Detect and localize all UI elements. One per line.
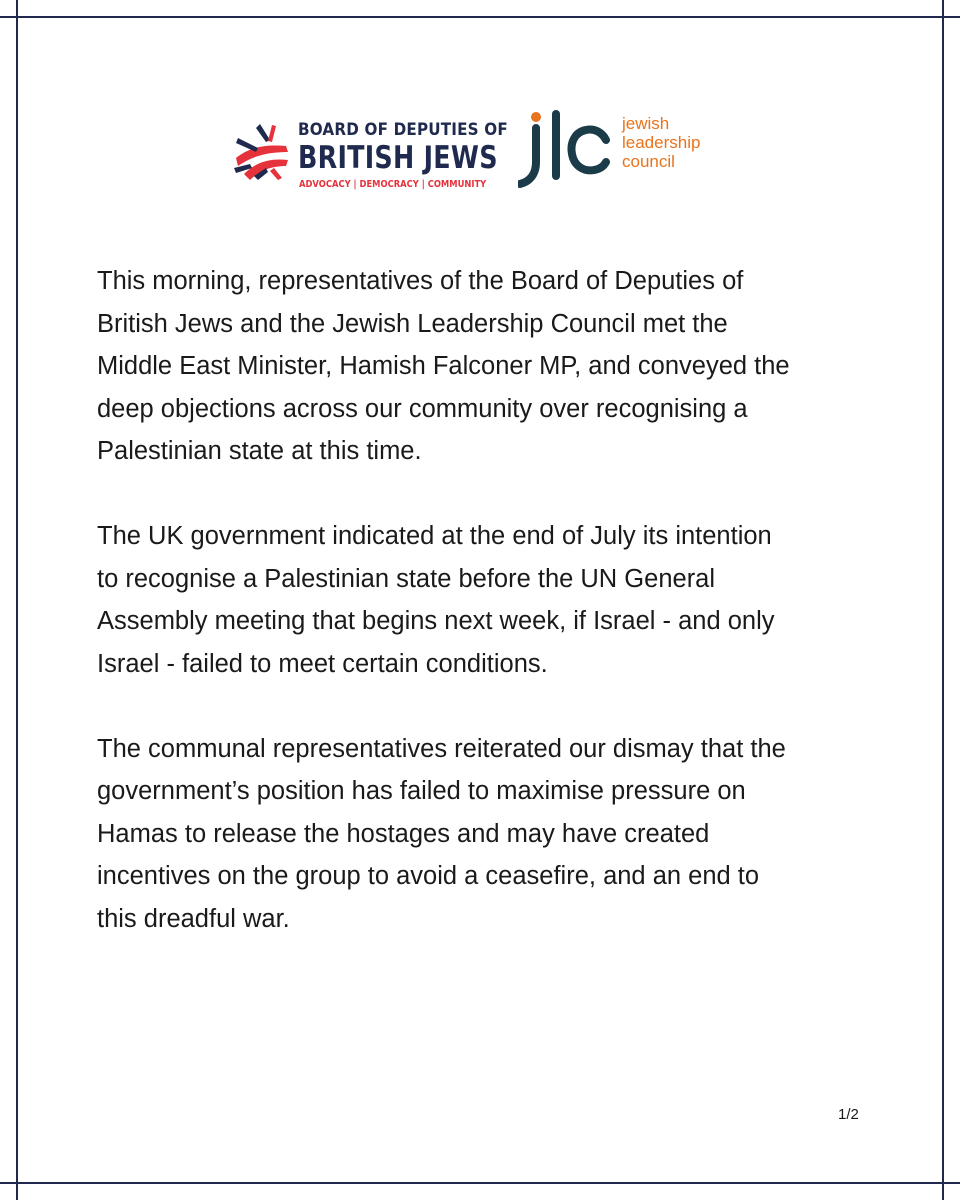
paragraph-3 xyxy=(97,728,877,941)
board-of-deputies-logo xyxy=(228,110,508,200)
paragraph-1 xyxy=(97,260,877,473)
text-line: The UK government indicated at the end of July its intention xyxy=(97,522,772,550)
frame-line-top xyxy=(0,16,960,18)
jlc-logo-line2: leadership xyxy=(622,133,701,152)
text-line: The communal representatives reiterated our dismay that the xyxy=(97,734,786,763)
statement-body xyxy=(97,260,877,983)
bod-logo-tagline: ADVOCACY | DEMOCRACY | COMMUNITY xyxy=(299,179,487,190)
jlc-logo-text xyxy=(622,114,700,171)
frame-line-right xyxy=(942,0,944,1200)
logo-header xyxy=(228,110,728,200)
jewish-leadership-council-logo xyxy=(518,110,728,200)
text-line: this dreadful war. xyxy=(97,904,290,933)
text-line: Israel - failed to meet certain conditions. xyxy=(97,649,548,678)
text-line: government’s position has failed to maximise pressure on xyxy=(97,777,746,805)
union-flag-swoosh-icon xyxy=(230,118,300,188)
text-line: Palestinian state at this time. xyxy=(97,437,422,465)
text-line: Hamas to release the hostages and may have created xyxy=(97,819,710,848)
paragraph-2 xyxy=(97,515,877,685)
jlc-logo-line3: council xyxy=(622,152,675,171)
frame-line-bottom xyxy=(0,1182,960,1184)
jlc-monogram-icon xyxy=(518,110,614,190)
jlc-logo-line1: jewish xyxy=(622,114,670,133)
text-line: British Jews and the Jewish Leadership Council met the xyxy=(97,309,728,338)
text-line: Middle East Minister, Hamish Falconer MP, and conveyed the xyxy=(97,352,790,380)
page-number: 1/2 xyxy=(838,1106,859,1123)
text-line: Assembly meeting that begins next week, if Israel - and only xyxy=(97,607,775,635)
text-line: deep objections across our community over recognising a xyxy=(97,394,748,423)
text-line: to recognise a Palestinian state before the UN General xyxy=(97,564,716,593)
frame-line-left xyxy=(16,0,18,1200)
text-line: incentives on the group to avoid a ceasefire, and an end to xyxy=(97,862,760,890)
bod-logo-line1: BOARD OF DEPUTIES OF xyxy=(298,120,508,139)
bod-logo-line2: BRITISH JEWS xyxy=(298,140,498,176)
text-line: This morning, representatives of the Board of Deputies of xyxy=(97,267,744,295)
